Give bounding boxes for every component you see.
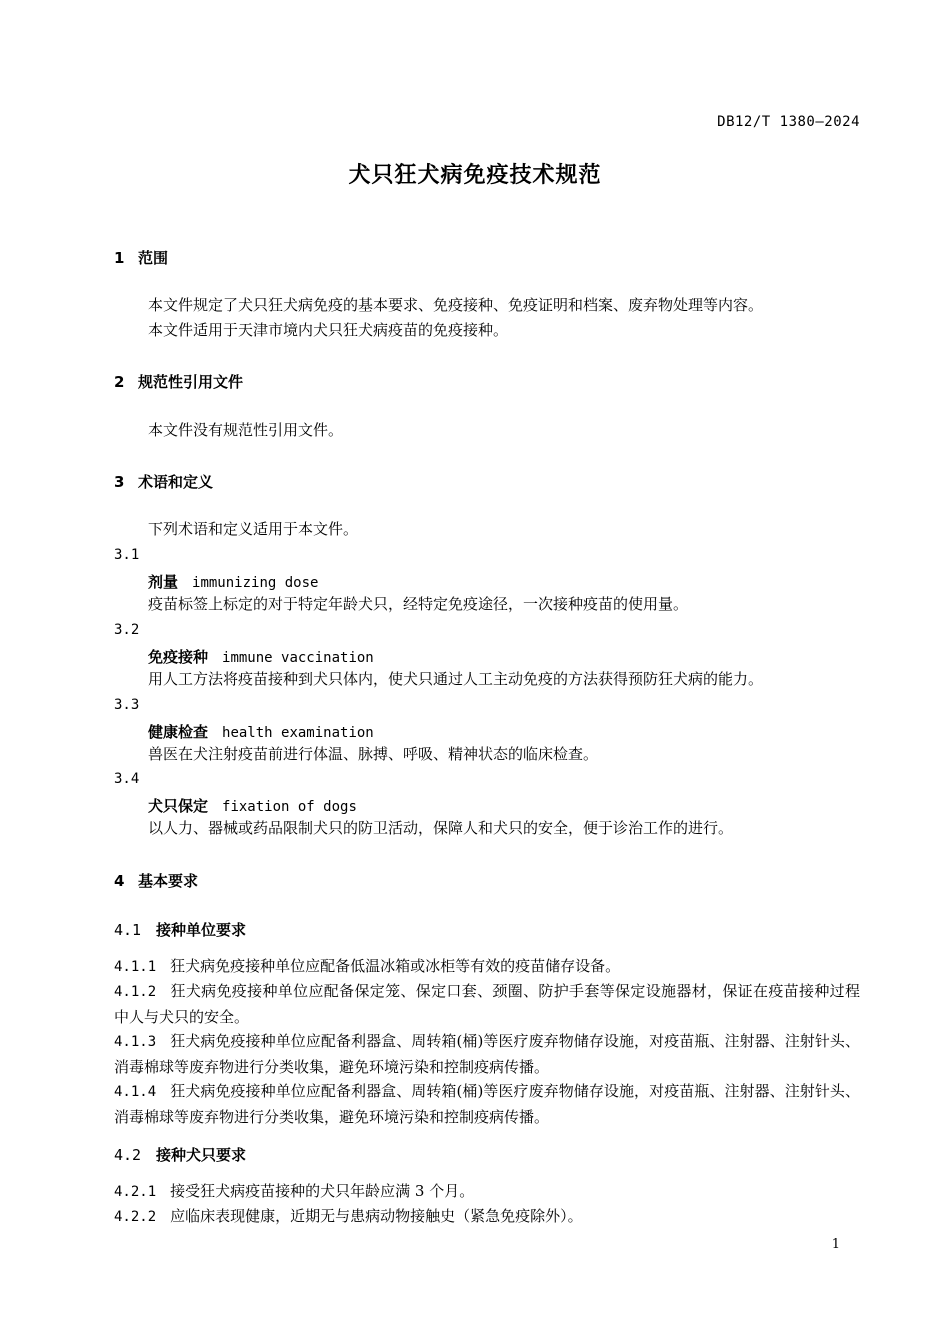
paragraph: 本文件没有规范性引用文件。 <box>148 421 344 439</box>
term-heading <box>148 721 374 742</box>
clause-4-2-1 <box>114 1179 860 1205</box>
clause-number: 4.1.3 <box>114 1034 157 1050</box>
clause-4-1-1 <box>114 954 860 980</box>
term-name-zh: 健康检查 <box>148 723 209 741</box>
term-name-zh: 犬只保定 <box>148 797 209 815</box>
term-name-en: health examination <box>222 725 374 741</box>
clause-4-2-2 <box>114 1204 860 1230</box>
clause-text: 狂犬病免疫接种单位应配备利器盒、周转箱(桶)等医疗废弃物储存设施，对疫苗瓶、注射器、注射针头、消毒棉球等废弃物进行分类收集，避免环境污染和控制疫病传播。 <box>114 1032 860 1076</box>
clause-4-1-2 <box>114 979 860 1030</box>
clause-text: 接受狂犬病疫苗接种的犬只年龄应满 3 个月。 <box>170 1182 475 1200</box>
subsection-4-2-heading <box>114 1144 246 1165</box>
paragraph: 本文件规定了犬只狂犬病免疫的基本要求、免疫接种、免疫证明和档案、废弃物处理等内容。 <box>148 296 764 314</box>
clause-number: 4.2.2 <box>114 1209 157 1225</box>
term-name-zh: 剂量 <box>148 573 179 591</box>
clause-number: 4.1.1 <box>114 959 157 975</box>
term-heading <box>148 571 318 592</box>
clause-4-1-4 <box>114 1079 860 1130</box>
clause-4-1-3 <box>114 1029 860 1080</box>
section-2-heading <box>114 371 243 392</box>
subsection-4-1-heading <box>114 919 246 940</box>
term-number: 3.1 <box>114 547 140 563</box>
term-name-zh: 免疫接种 <box>148 648 209 666</box>
section-number: 1 <box>114 249 125 267</box>
subsection-title: 接种犬只要求 <box>156 1146 247 1164</box>
term-definition: 用人工方法将疫苗接种到犬只体内，使犬只通过人工主动免疫的方法获得预防狂犬病的能力。 <box>148 670 764 688</box>
section-title: 术语和定义 <box>138 473 214 491</box>
section-number: 4 <box>114 872 125 890</box>
term-heading <box>148 646 374 667</box>
section-title: 范围 <box>138 249 169 267</box>
clause-text: 狂犬病免疫接种单位应配备利器盒、周转箱(桶)等医疗废弃物储存设施，对疫苗瓶、注射器、注射针头、消毒棉球等废弃物进行分类收集，避免环境污染和控制疫病传播。 <box>114 1082 860 1126</box>
paragraph: 本文件适用于天津市境内犬只狂犬病疫苗的免疫接种。 <box>148 321 509 339</box>
term-heading <box>148 795 357 816</box>
section-title: 规范性引用文件 <box>138 373 244 391</box>
subsection-number: 4.1 <box>114 921 142 939</box>
standard-code: DB12/T 1380—2024 <box>717 114 860 130</box>
section-3-heading <box>114 471 213 492</box>
term-definition: 兽医在犬注射疫苗前进行体温、脉搏、呼吸、精神状态的临床检查。 <box>148 745 599 763</box>
term-number: 3.2 <box>114 622 140 638</box>
section-number: 3 <box>114 473 125 491</box>
subsection-number: 4.2 <box>114 1146 142 1164</box>
clause-number: 4.2.1 <box>114 1184 157 1200</box>
section-number: 2 <box>114 373 125 391</box>
clause-number: 4.1.2 <box>114 984 157 1000</box>
paragraph: 下列术语和定义适用于本文件。 <box>148 520 359 538</box>
clause-text: 应临床表现健康，近期无与患病动物接触史（紧急免疫除外）。 <box>170 1207 583 1225</box>
term-name-en: immune vaccination <box>222 650 374 666</box>
document-title: 犬只狂犬病免疫技术规范 <box>348 163 602 188</box>
term-definition: 疫苗标签上标定的对于特定年龄犬只，经特定免疫途径，一次接种疫苗的使用量。 <box>148 595 689 613</box>
clause-text: 狂犬病免疫接种单位应配备保定笼、保定口套、颈圈、防护手套等保定设施器材，保证在疫苗接种过程中人与犬只的安全。 <box>114 982 860 1026</box>
subsection-title: 接种单位要求 <box>156 921 247 939</box>
term-name-en: immunizing dose <box>192 575 319 591</box>
section-4-heading <box>114 870 198 891</box>
section-1-heading <box>114 247 168 268</box>
term-number: 3.4 <box>114 771 140 787</box>
page-number: 1 <box>831 1237 840 1252</box>
clause-number: 4.1.4 <box>114 1084 157 1100</box>
term-name-en: fixation of dogs <box>222 799 357 815</box>
term-definition: 以人力、器械或药品限制犬只的防卫活动，保障人和犬只的安全，便于诊治工作的进行。 <box>148 819 734 837</box>
section-title: 基本要求 <box>138 872 199 890</box>
term-number: 3.3 <box>114 697 140 713</box>
clause-text: 狂犬病免疫接种单位应配备低温冰箱或冰柜等有效的疫苗储存设备。 <box>170 957 621 975</box>
